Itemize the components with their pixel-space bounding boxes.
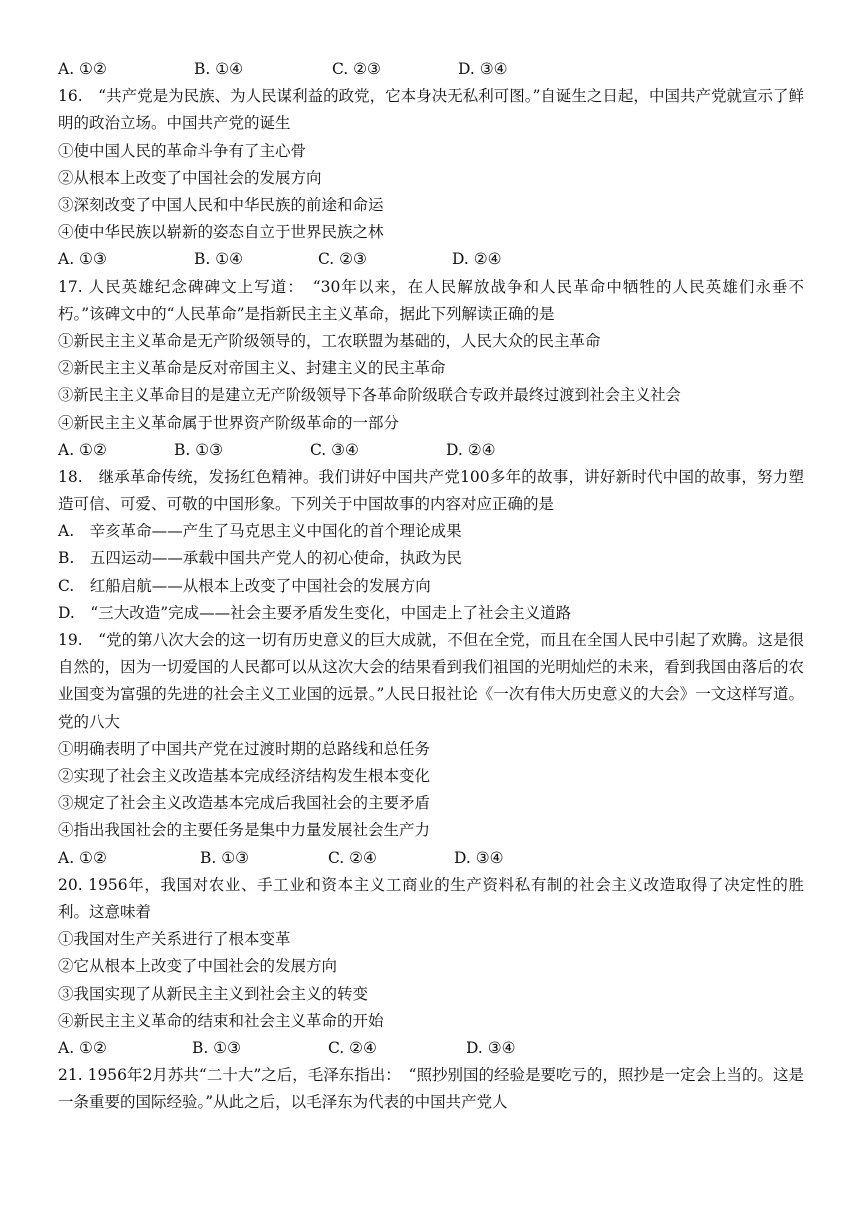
option-d[interactable]: D. ③④ — [466, 1038, 516, 1057]
option-d[interactable]: D. ③④ — [458, 60, 508, 78]
option-d[interactable]: D. ②④ — [446, 440, 496, 459]
option-a[interactable]: A. ①② — [58, 440, 107, 459]
option-c[interactable]: C. ②③ — [318, 250, 367, 269]
q18-option-a[interactable]: A. 辛亥革命——产生了马克思主义中国化的首个理论成果 — [58, 522, 462, 541]
q17-item-4: ④新民主主义革命属于世界资产阶级革命的一部分 — [58, 413, 400, 432]
option-d[interactable]: D. ②④ — [452, 250, 502, 269]
option-c[interactable]: C. ②④ — [328, 1038, 377, 1057]
option-b[interactable]: B. ①③ — [174, 440, 224, 459]
q19-item-4: ④指出我国社会的主要任务是集中力量发展社会生产力 — [58, 821, 431, 840]
question-19 — [58, 627, 804, 872]
option-a[interactable]: A. ①③ — [58, 250, 107, 269]
option-a[interactable]: A. ①② — [58, 60, 107, 78]
q21-stem: 21. 1956年2月苏共“二十大”之后，毛泽东指出： “照抄别国的经验是要吃亏的，照抄是一定会上当的。这是一条重要的国际经验。”从此之后，以毛泽东为代表的中国共产党人 — [58, 1066, 804, 1112]
option-c[interactable]: C. ②③ — [332, 60, 381, 78]
q16-options — [58, 246, 804, 273]
q18-option-d[interactable]: D. “三大改造”完成——社会主要矛盾发生变化，中国走上了社会主义道路 — [58, 603, 572, 622]
q18-stem: 18. 继承革命传统，发扬红色精神。我们讲好中国共产党100多年的故事，讲好新时代中国的故事，努力塑造可信、可爱、可敬的中国形象。下列关于中国故事的内容对应正确的是 — [58, 467, 804, 514]
q15-options — [58, 56, 804, 83]
q19-item-3: ③规定了社会主义改造基本完成后我国社会的主要矛盾 — [58, 794, 431, 813]
q20-item-1: ①我国对生产关系进行了根本变革 — [58, 930, 291, 949]
q20-item-3: ③我国实现了从新民主主义到社会主义的转变 — [58, 984, 369, 1003]
q16-item-1: ①使中国人民的革命斗争有了主心骨 — [58, 141, 307, 160]
q17-item-1: ①新民主主义革命是无产阶级领导的，工农联盟为基础的，人民大众的民主革命 — [58, 331, 601, 350]
q19-stem: 19. “党的第八次大会的这一切有历史意义的巨大成就，不但在全党，而且在全国人民中引起了欢腾。这是很自然的，因为一切爱国的人民都可以从这次大会的结果看到我们祖国的光明灿烂的未来，看到我国由落后的农业国变为富强的先进的社会主义工业国的远景。”人民日报社论《一次有伟大历史意义的大会》一文这样写道。党的八大 — [58, 631, 804, 731]
option-c[interactable]: C. ③④ — [310, 440, 359, 459]
q20-options — [58, 1035, 804, 1062]
q17-item-2: ②新民主主义革命是反对帝国主义、封建主义的民主革命 — [58, 359, 446, 378]
option-b[interactable]: B. ①③ — [200, 848, 250, 867]
option-b[interactable]: B. ①④ — [194, 250, 244, 269]
question-17 — [58, 274, 804, 464]
question-21 — [58, 1062, 804, 1116]
q17-item-3: ③新民主主义革命目的是建立无产阶级领导下各革命阶级联合专政并最终过渡到社会主义社会 — [58, 386, 681, 405]
option-a[interactable]: A. ①② — [58, 1038, 107, 1057]
q19-item-1: ①明确表明了中国共产党在过渡时期的总路线和总任务 — [58, 739, 431, 758]
option-d[interactable]: D. ③④ — [454, 848, 504, 867]
q20-item-4: ④新民主主义革命的结束和社会主义革命的开始 — [58, 1011, 384, 1030]
q20-stem: 20. 1956年，我国对农业、手工业和资本主义工商业的生产资料私有制的社会主义改造取得了决定性的胜利。这意味着 — [58, 875, 804, 921]
q16-item-2: ②从根本上改变了中国社会的发展方向 — [58, 168, 322, 187]
question-18 — [58, 464, 804, 627]
exam-page — [58, 56, 804, 1117]
q16-item-4: ④使中华民族以崭新的姿态自立于世界民族之林 — [58, 223, 384, 242]
q19-item-2: ②实现了社会主义改造基本完成经济结构发生根本变化 — [58, 767, 431, 786]
option-b[interactable]: B. ①③ — [192, 1038, 242, 1057]
q16-stem: 16. “共产党是为民族、为人民谋利益的政党，它本身决无私利可图。”自诞生之日起，中国共产党就宣示了鲜明的政治立场。中国共产党的诞生 — [58, 87, 804, 133]
question-20 — [58, 872, 804, 1062]
option-c[interactable]: C. ②④ — [328, 848, 377, 867]
option-b[interactable]: B. ①④ — [194, 60, 244, 78]
option-a[interactable]: A. ①② — [58, 848, 107, 867]
q17-options — [58, 437, 804, 464]
q18-option-b[interactable]: B. 五四运动——承载中国共产党人的初心使命，执政为民 — [58, 549, 462, 568]
q17-stem: 17. 人民英雄纪念碑碑文上写道： “30年以来，在人民解放战争和人民革命中牺牲的人民英雄们永垂不朽。”该碑文中的“人民革命”是指新民主主义革命，据此下列解读正确的是 — [58, 277, 804, 323]
q20-item-2: ②它从根本上改变了中国社会的发展方向 — [58, 957, 338, 976]
q16-item-3: ③深刻改变了中国人民和中华民族的前途和命运 — [58, 195, 384, 214]
question-16 — [58, 83, 804, 273]
q19-options — [58, 845, 804, 872]
q18-option-c[interactable]: C. 红船启航——从根本上改变了中国社会的发展方向 — [58, 576, 431, 595]
